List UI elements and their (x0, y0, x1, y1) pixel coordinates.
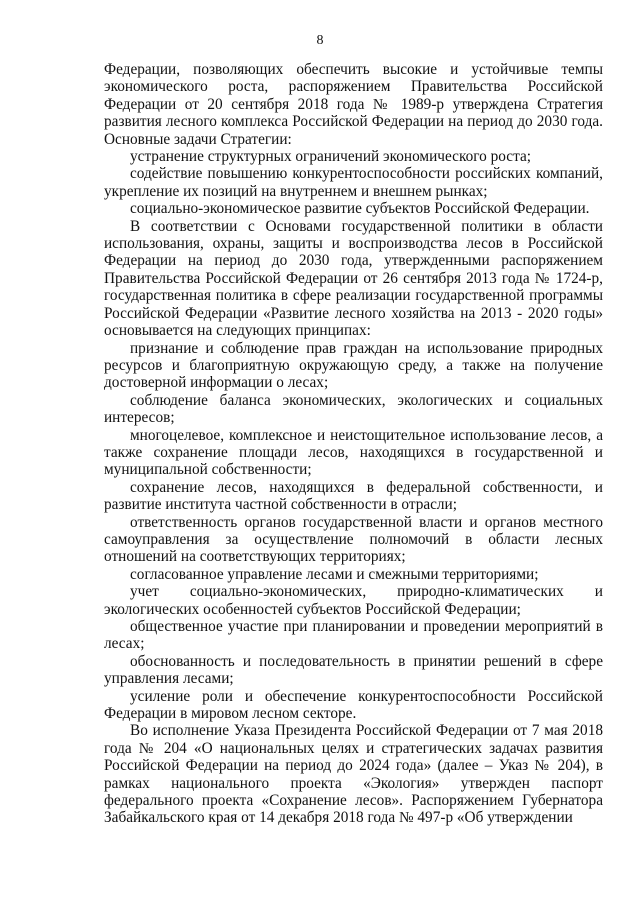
paragraph-principle-7: учет социально-экономических, природно-климатических и экологических особенностей субъектов Российской Федерации; (104, 583, 603, 618)
paragraph-task-2: содействие повышению конкурентоспособности российских компаний, укрепление их позиций на внутреннем и внешнем рынках; (104, 165, 603, 200)
paragraph-principle-3: многоцелевое, комплексное и неистощительное использование лесов, а также сохранение площади лесов, находящихся в государственной и муниципальной собственности; (104, 426, 603, 479)
paragraph-decree-204: Во исполнение Указа Президента Российской Федерации от 7 мая 2018 года № 204 «О национальных целях и стратегических задачах развития Российской Федерации на период до 2024 года» (далее – Указ № 204), в рамках национального проекта «Экология» утвержден паспорт федерального проекта «Сохранение лесов». Распоряжением Губернатора Забайкальского края от 14 декабря 2018 года № 497-р «Об утверждении (104, 722, 603, 827)
paragraph-task-1: устранение структурных ограничений экономического роста; (130, 148, 531, 166)
document-body (104, 61, 603, 827)
paragraph-policy-basis: В соответствии с Основами государственной политики в области использования, охраны, защиты и воспроизводства лесов в Российской Федерации на период до 2030 года, утвержденными распоряжением Правительства Российской Федерации от 26 сентября 2013 года № 1724-р, государственная политика в сфере реализации государственной программы Российской Федерации «Развитие лесного хозяйства на 2013 - 2020 годы» основывается на следующих принципах: (104, 217, 603, 340)
paragraph-principle-6: согласованное управление лесами и смежными территориями; (130, 565, 539, 583)
paragraph-principle-5: ответственность органов государственной власти и органов местного самоуправления за осуществление полномочий в области лесных отношений на соответствующих территориях; (104, 513, 603, 566)
paragraph-principle-1: признание и соблюдение прав граждан на использование природных ресурсов и благоприятную окружающую среду, а также на получение достоверной информации о лесах; (104, 339, 603, 392)
page-number: 8 (316, 33, 324, 48)
paragraph-principle-2: соблюдение баланса экономических, экологических и социальных интересов; (104, 391, 603, 427)
paragraph-principle-9: обоснованность и последовательность в принятии решений в сфере управления лесами; (104, 652, 603, 688)
paragraph-principle-10: усиление роли и обеспечение конкурентоспособности Российской Федерации в мировом лесном секторе. (104, 687, 603, 723)
paragraph-principle-4: сохранение лесов, находящихся в федеральной собственности, и развитие института частной собственности в отрасли; (104, 478, 603, 514)
paragraph-task-3: социально-экономическое развитие субъектов Российской Федерации. (130, 200, 590, 218)
paragraph-principle-8: общественное участие при планировании и проведении мероприятий в лесах; (104, 618, 603, 653)
paragraph-strategy-intro: Федерации, позволяющих обеспечить высокие и устойчивые темпы экономического роста, распоряжением Правительства Российской Федерации от 20 сентября 2018 года № 1989-р утверждена Стратегия развития лесного комплекса Российской Федерации на период до 2030 года. Основные задачи Стратегии: (104, 61, 603, 148)
